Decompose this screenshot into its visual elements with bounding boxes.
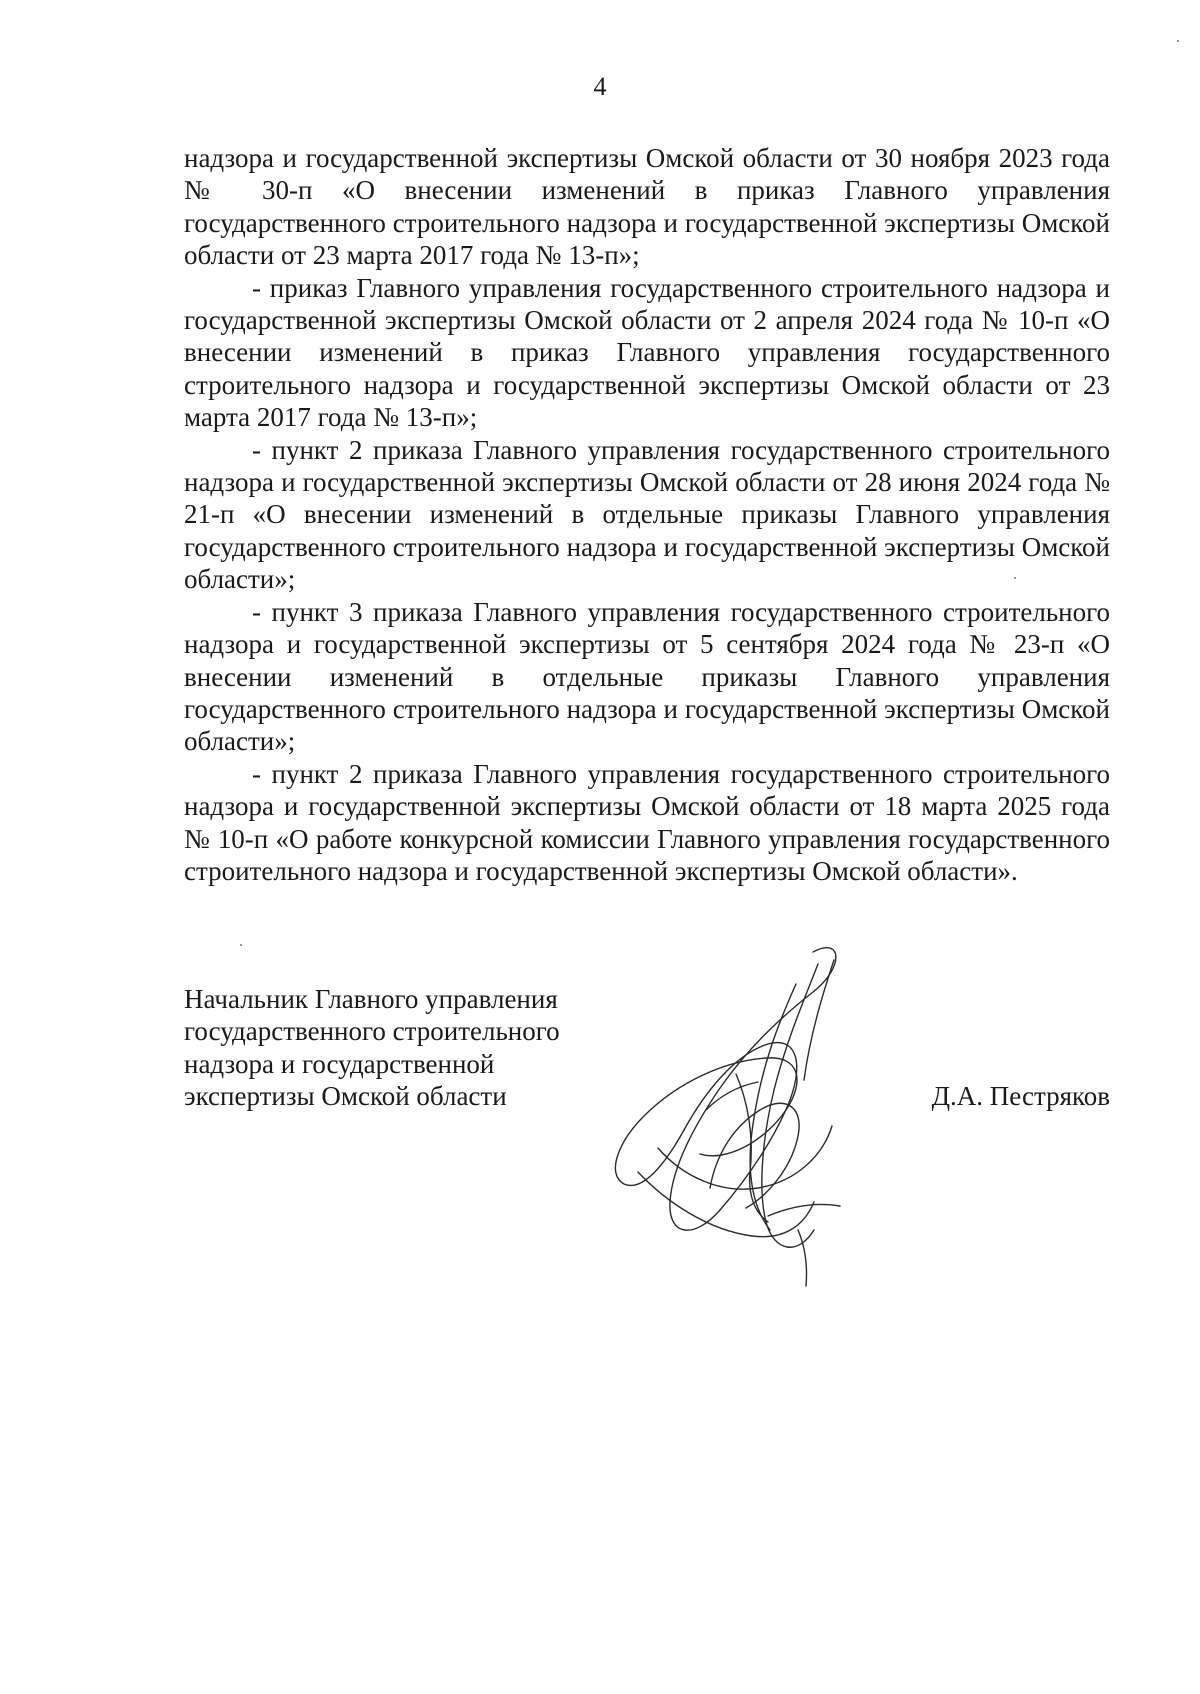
scan-speck [1177,40,1179,42]
page-number: 4 [593,72,607,101]
list-item: - пункт 2 приказа Главного управления государственного строительного надзора и государственной экспертизы Омской области от 18 марта 2025 года № 10-п «О работе конкурсной комиссии Главного управления государственного строительного надзора и государственной экспертизы Омской области». [184,758,1110,886]
document-body [184,142,1110,887]
signatory-position [184,983,604,1113]
handwritten-signature [608,940,908,1300]
position-line: Начальник Главного управления [184,984,558,1014]
list-item: - пункт 3 приказа Главного управления государственного строительного надзора и государственной экспертизы от 5 сентября 2024 года № 23-п «О внесении изменений в отдельные приказы Главного управления государственного строительного надзора и государственной экспертизы Омской области»; [184,596,1110,757]
list-item: - пункт 2 приказа Главного управления государственного строительного надзора и государственной экспертизы Омской области от 28 июня 2024 года № 21-п «О внесении изменений в отдельные приказы Главного управления государственного строительного надзора и государственной экспертизы Омской области»; [184,434,1110,595]
position-line: надзора и государственной [184,1048,495,1079]
list-item: - приказ Главного управления государственного строительного надзора и государственной экспертизы Омской области от 2 апреля 2024 года № 10-п «О внесении изменений в приказ Главного управления государственного строительного надзора и государственной экспертизы Омской области от 23 марта 2017 года № 13-п»; [184,272,1110,433]
scan-speck [240,944,242,946]
position-line: экспертизы Омской области [184,1081,507,1112]
position-line: государственного строительного [184,1016,560,1047]
signer-name: Д.А. Пестряков [931,1081,1110,1111]
scan-speck [1014,577,1016,579]
paragraph-continuation: надзора и государственной экспертизы Омской области от 30 ноября 2023 года № 30-п «О внесении изменений в приказ Главного управления государственного строительного надзора и государственной экспертизы Омской области от 23 марта 2017 года № 13-п»; [184,143,1110,271]
